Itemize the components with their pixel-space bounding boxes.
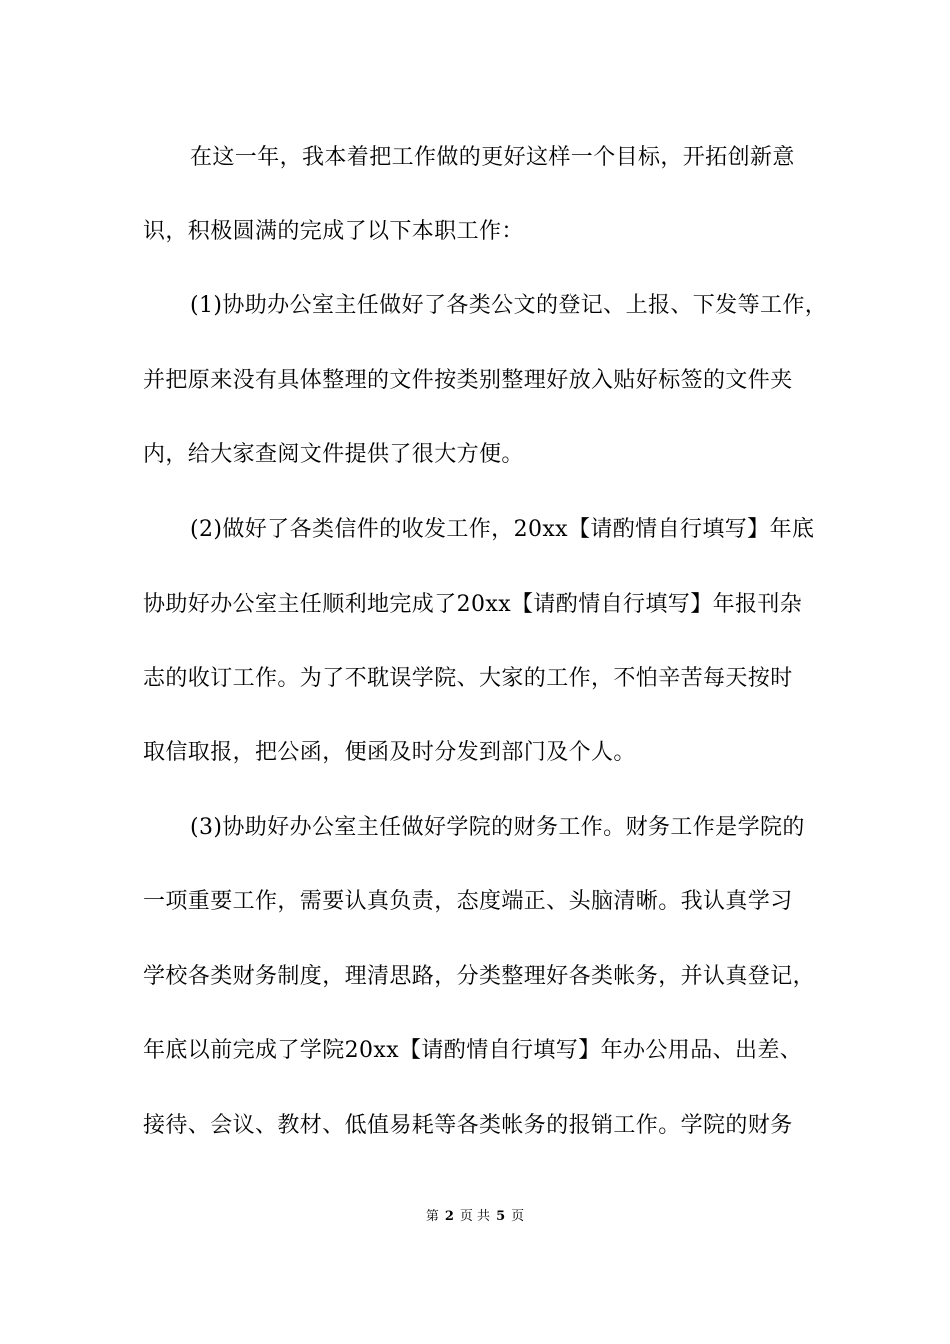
paragraph-4-line-2: 一项重要工作，需要认真负责，态度端正、头脑清晰。我认真学习 <box>143 889 793 914</box>
footer-suffix: 页 <box>511 1209 525 1224</box>
total-pages-number: 5 <box>496 1209 506 1224</box>
paragraph-4-line-5: 接待、会议、教材、低值易耗等各类帐务的报销工作。学院的财务 <box>143 1113 793 1138</box>
paragraph-2-line-1: (1)协助办公室主任做好了各类公文的登记、上报、下发等工作， <box>190 293 828 318</box>
footer-prefix: 第 <box>425 1209 439 1224</box>
page-footer <box>0 1208 950 1226</box>
paragraph-3-line-4: 取信取报，把公函，便函及时分发到部门及个人。 <box>143 740 636 765</box>
paragraph-1-line-1: 在这一年，我本着把工作做的更好这样一个目标，开拓创新意 <box>190 145 795 170</box>
paragraph-2-line-2: 并把原来没有具体整理的文件按类别整理好放入贴好标签的文件夹 <box>143 368 793 393</box>
paragraph-4-line-4: 年底以前完成了学院20xx【请酌情自行填写】年办公用品、出差、 <box>143 1038 803 1063</box>
current-page-number: 2 <box>444 1209 454 1224</box>
paragraph-2-line-3: 内，给大家查阅文件提供了很大方便。 <box>143 442 524 467</box>
footer-middle: 页 共 <box>459 1209 491 1224</box>
paragraph-1-line-2: 识，积极圆满的完成了以下本职工作： <box>143 219 524 244</box>
paragraph-4-line-3: 学校各类财务制度，理清思路，分类整理好各类帐务，并认真登记， <box>143 964 816 989</box>
paragraph-3-line-2: 协助好办公室主任顺利地完成了20xx【请酌情自行填写】年报刊杂 <box>143 592 803 617</box>
paragraph-4-line-1: (3)协助好办公室主任做好学院的财务工作。财务工作是学院的 <box>190 815 805 840</box>
paragraph-3-line-3: 志的收订工作。为了不耽误学院、大家的工作，不怕辛苦每天按时 <box>143 666 793 691</box>
paragraph-3-line-1: (2)做好了各类信件的收发工作，20xx【请酌情自行填写】年底 <box>190 517 815 542</box>
